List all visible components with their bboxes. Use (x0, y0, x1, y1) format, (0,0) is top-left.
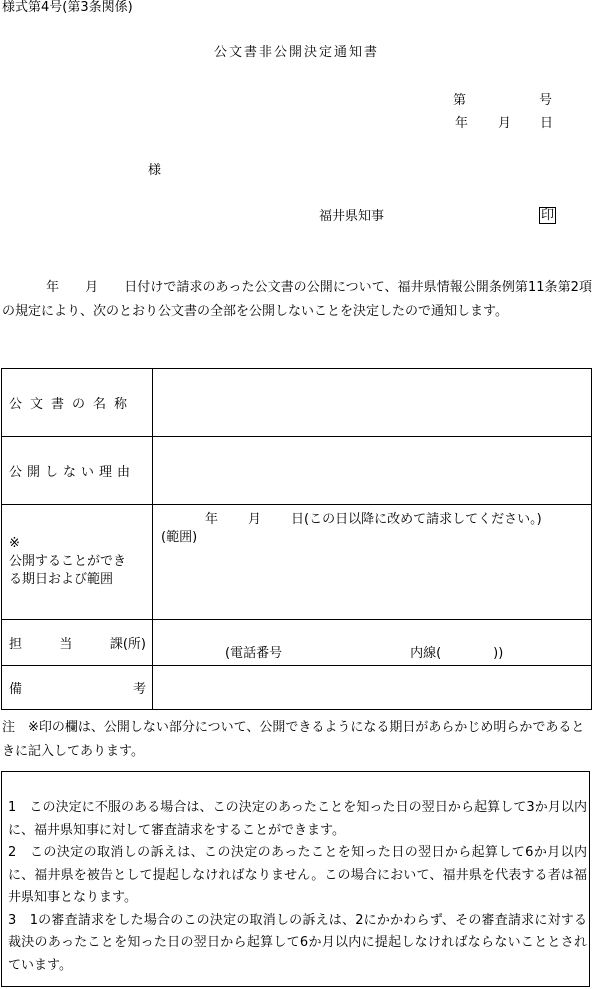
section-value (153, 620, 592, 666)
section-label-cell (2, 620, 153, 666)
decision-table (1, 368, 592, 710)
doc-name-value (153, 369, 592, 437)
section-label-a: 担 (9, 637, 23, 652)
remarks-label-cell (2, 666, 153, 710)
extension-close: )) (493, 646, 504, 661)
remarks-label-b: 考 (132, 682, 146, 697)
table-row (2, 437, 592, 505)
intro-year: 年 (46, 280, 60, 295)
reason-label-cell (2, 437, 153, 505)
doc-no-suffix: 号 (539, 93, 553, 108)
extension-label: 内線( (410, 646, 442, 661)
footnote: 注 ※印の欄は、公開しない部分について、公開できるようになる期日があらかじめ明らかであるときに記入してあります。 (2, 720, 585, 759)
phone-label: (電話番号 (225, 646, 283, 661)
section-label-b: 当 (59, 637, 73, 652)
release-month: 月 (248, 512, 262, 527)
section-label (9, 633, 152, 652)
release-range: (範囲) (161, 530, 198, 545)
document-title: 公文書非公開決定通知書 (213, 45, 379, 60)
notice-item-2: 2 この決定の取消しの訴えは、この決定のあったことを知った日の翌日から起算して6か月以内に、福井県を被告として提起しなければなりません。この場合において、福井県を代表する者は福井県知事となります。 (8, 845, 587, 905)
doc-name-label: 公文書の名称 (9, 397, 136, 412)
doc-name-label-cell (2, 369, 153, 437)
remarks-label (9, 678, 152, 697)
intro-text: 日付けで請求のあった公文書の公開について、福井県情報公開条例第11条第2項の規定により、次のとおり公文書の全部を公開しないことを決定したので通知します。 (2, 280, 592, 319)
date-month: 月 (498, 116, 512, 131)
reason-value (153, 437, 592, 505)
appeal-notice-box (1, 771, 590, 987)
notice-item-3: 3 1の審査請求をした場合のこの決定の取消しの訴えは、2にかかわらず、その審査請求に対する裁決のあったことを知った日の翌日から起算して6か月以内に提起しなければならないこととされています。 (8, 912, 587, 973)
remarks-label-a: 備 (9, 682, 23, 697)
release-year: 年 (205, 512, 219, 527)
intro-month: 月 (85, 280, 99, 295)
release-label-cell (2, 505, 153, 620)
table-row (2, 369, 592, 437)
intro-paragraph (2, 276, 592, 324)
doc-no-prefix: 第 (453, 93, 467, 108)
seal-mark: 印 (541, 208, 555, 223)
notice-item-1: 1 この決定に不服のある場合は、この決定のあったことを知った日の翌日から起算して3か月以内に、福井県知事に対して審査請求をすることができます。 (8, 800, 587, 838)
date-year: 年 (455, 116, 469, 131)
date-day: 日 (540, 116, 554, 131)
release-label-mark: ※ (9, 536, 20, 551)
table-row (2, 666, 592, 710)
table-row (2, 505, 592, 620)
sender-name: 福井県知事 (319, 209, 385, 224)
reason-label: 公開しない理由 (9, 465, 136, 480)
section-label-c: 課(所) (109, 637, 146, 652)
remarks-value (153, 666, 592, 710)
release-day-text: 日(この日以降に改めて請求してください。) (291, 512, 542, 527)
release-label: 公開することができる期日および範囲 (9, 554, 127, 587)
table-row (2, 620, 592, 666)
release-value (153, 505, 592, 620)
form-number: 様式第4号(第3条関係) (2, 0, 133, 15)
addressee-suffix: 様 (148, 163, 162, 178)
